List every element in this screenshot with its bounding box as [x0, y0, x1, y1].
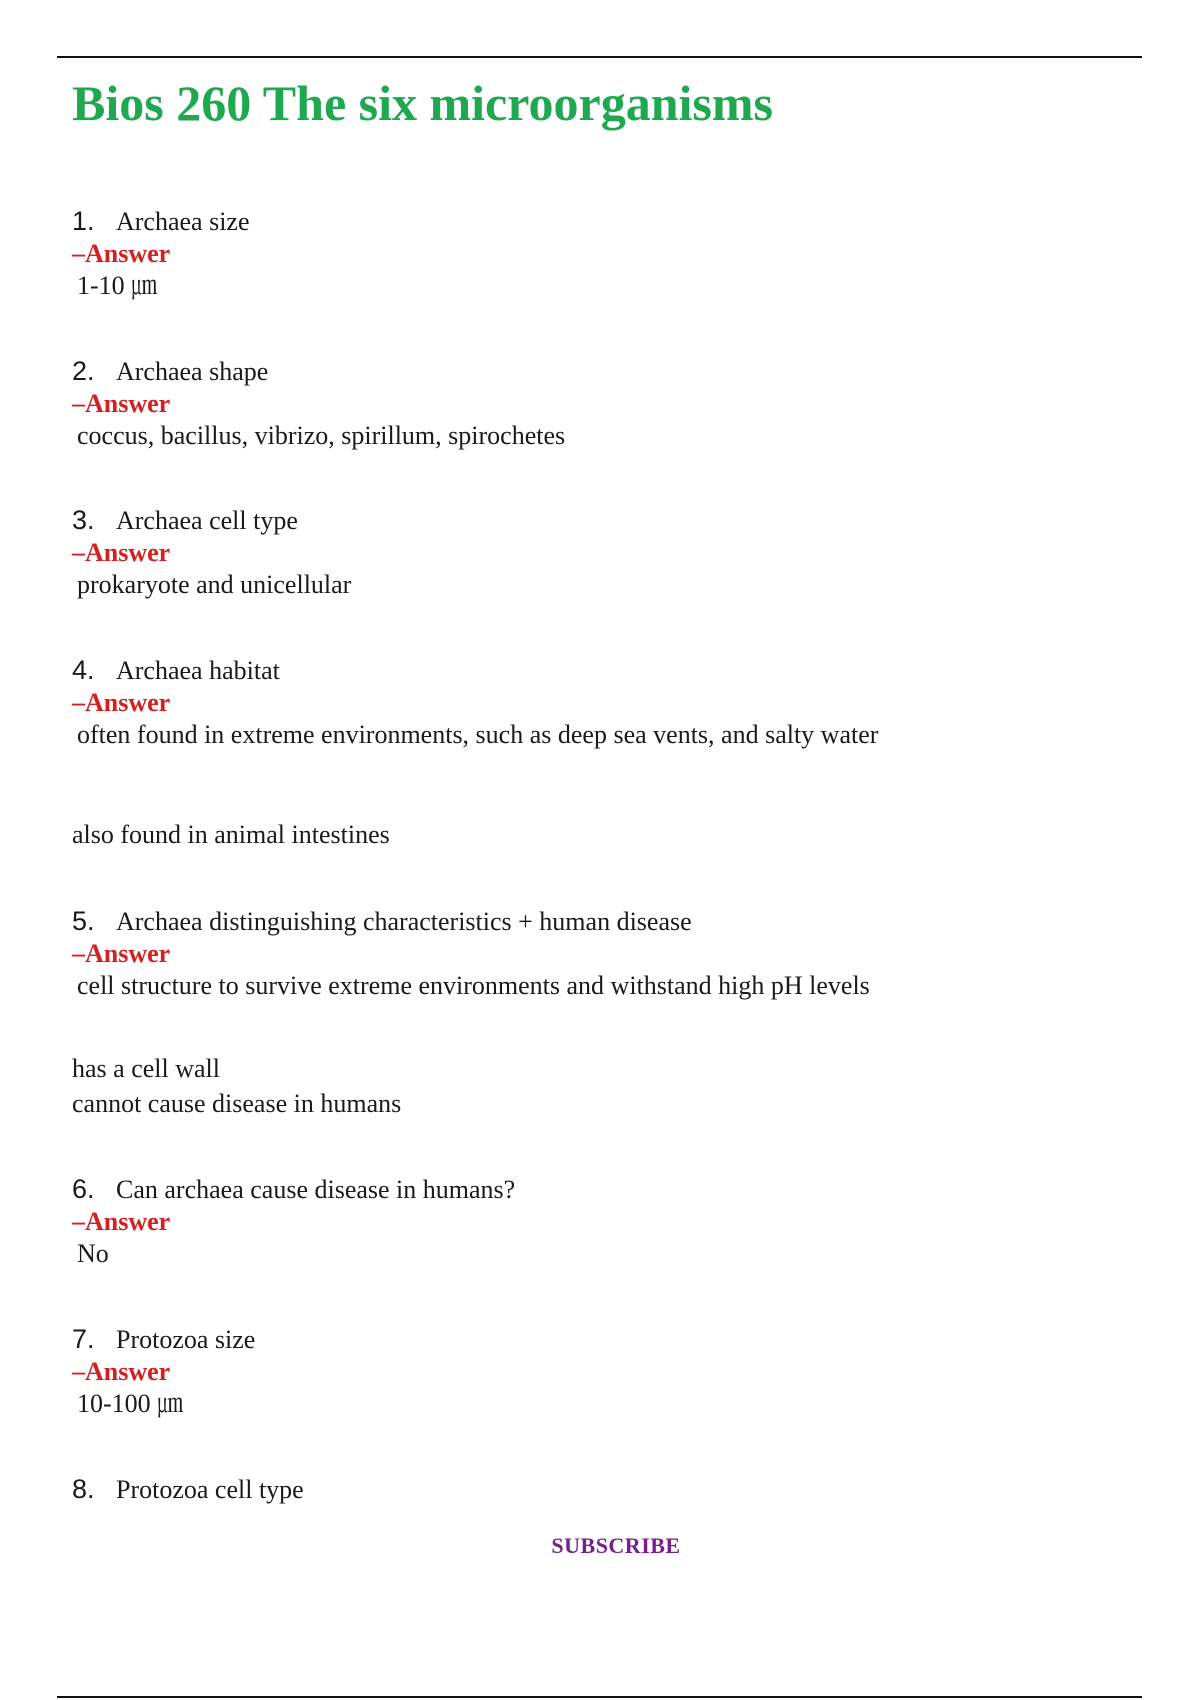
qa-item-8 — [72, 1474, 1132, 1506]
question-number: 7. — [72, 1324, 95, 1354]
answer-label: –Answer — [72, 538, 171, 567]
question-number: 5. — [72, 906, 95, 936]
question-text: Archaea shape — [116, 357, 269, 386]
answer-text: prokaryote and unicellular — [77, 570, 352, 599]
answer-label: –Answer — [72, 1207, 171, 1236]
answer-extra-line: has a cell wall — [72, 1054, 220, 1083]
question-number: 8. — [72, 1474, 95, 1504]
subscribe-link[interactable]: SUBSCRIBE — [551, 1533, 681, 1558]
qa-item-3 — [72, 505, 1132, 601]
answer-text: coccus, bacillus, vibrizo, spirillum, spirochetes — [77, 421, 566, 450]
qa-item-2 — [72, 356, 1132, 452]
answer-text: cell structure to survive extreme environments and withstand high pH levels — [77, 971, 870, 1000]
question-number: 3. — [72, 505, 95, 535]
answer-label: –Answer — [72, 239, 171, 268]
answer-text: 1-10 ㎛ — [77, 271, 158, 300]
question-number: 2. — [72, 356, 95, 386]
answer-text: No — [77, 1239, 109, 1268]
answer-label: –Answer — [72, 389, 171, 418]
question-text: Archaea habitat — [116, 656, 280, 685]
question-text: Can archaea cause disease in humans? — [116, 1175, 516, 1204]
question-text: Protozoa cell type — [116, 1475, 304, 1504]
qa-item-4 — [72, 655, 1132, 751]
question-number: 4. — [72, 655, 95, 685]
answer-text: 10-100 ㎛ — [77, 1389, 184, 1418]
qa-item-1 — [72, 206, 1132, 302]
question-text: Protozoa size — [116, 1325, 256, 1354]
answer-label: –Answer — [72, 939, 171, 968]
answer-extra-line: also found in animal intestines — [72, 820, 390, 849]
question-number: 6. — [72, 1174, 95, 1204]
answer-text: often found in extreme environments, such as deep sea vents, and salty water — [77, 720, 879, 749]
answer-label: –Answer — [72, 688, 171, 717]
answer-label: –Answer — [72, 1357, 171, 1386]
answer-extra-line: cannot cause disease in humans — [72, 1089, 402, 1118]
document-title: Bios 260 The six microorganisms — [72, 75, 773, 131]
qa-item-7 — [72, 1324, 1132, 1420]
top-rule — [57, 56, 1142, 58]
bottom-rule — [57, 1696, 1142, 1698]
qa-item-6 — [72, 1174, 1132, 1270]
question-text: Archaea distinguishing characteristics + human disease — [116, 907, 692, 936]
question-number: 1. — [72, 206, 95, 236]
question-text: Archaea cell type — [116, 506, 298, 535]
question-text: Archaea size — [116, 207, 250, 236]
qa-item-5 — [72, 906, 1132, 1002]
